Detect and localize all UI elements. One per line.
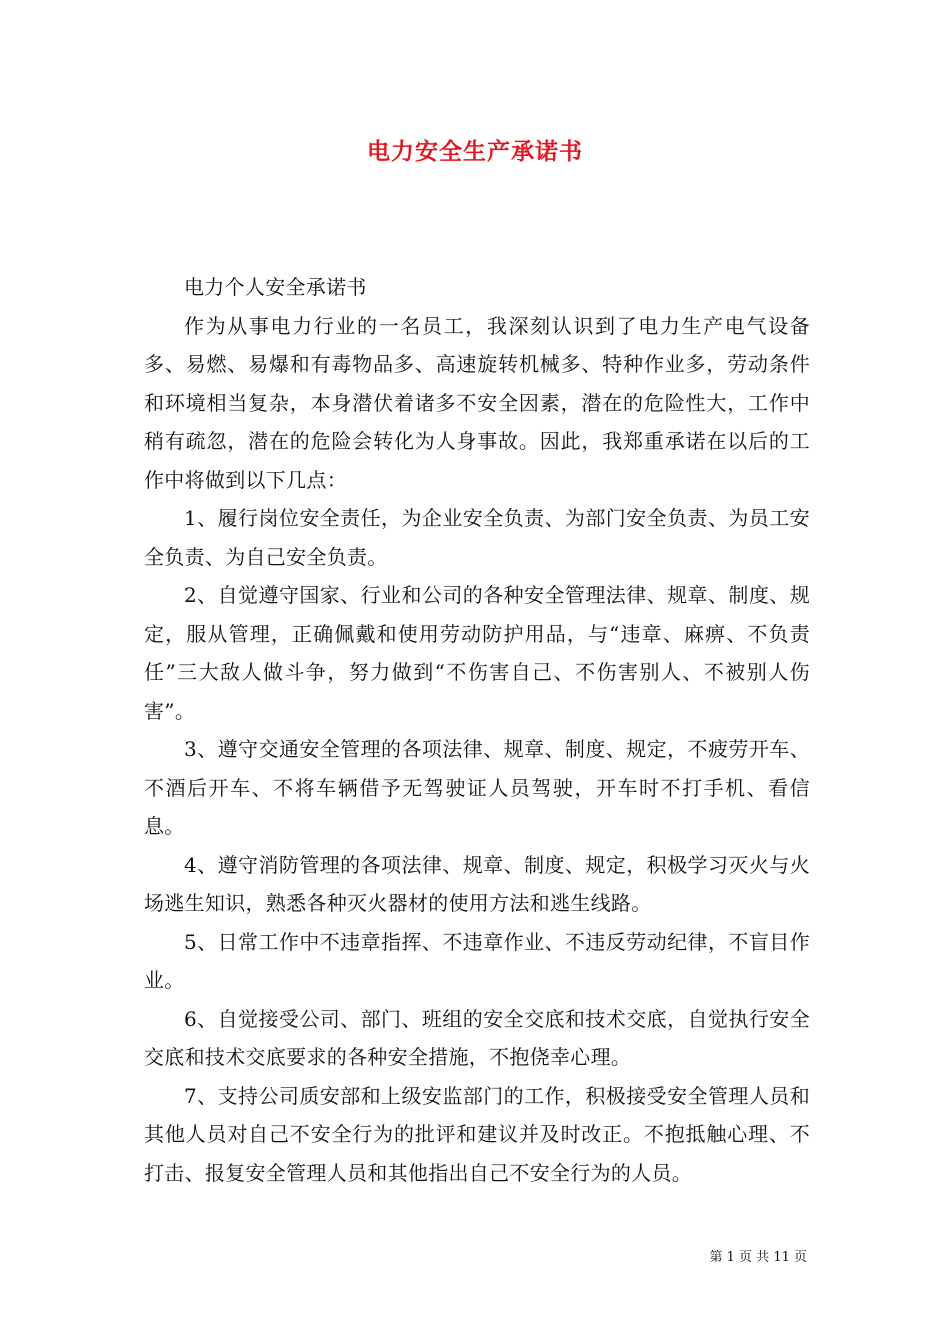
document-title: 电力安全生产承诺书: [367, 138, 583, 165]
paragraph-item-3: 3、遵守交通安全管理的各项法律、规章、制度、规定，不疲劳开车、不酒后开车、不将车辆借予无驾驶证人员驾驶，开车时不打手机、看信息。: [144, 737, 810, 838]
page-number: 第 1 页 共 11 页: [709, 1250, 807, 1265]
subtitle: 电力个人安全承诺书: [184, 275, 367, 299]
paragraph-item-4: 4、遵守消防管理的各项法律、规章、制度、规定，积极学习灭火与火场逃生知识，熟悉各种灭火器材的使用方法和逃生线路。: [144, 852, 810, 915]
document-body: [144, 268, 810, 1192]
paragraph-item-5: 5、日常工作中不违章指挥、不违章作业、不违反劳动纪律，不盲目作业。: [144, 929, 810, 992]
paragraph-item-2: 2、自觉遵守国家、行业和公司的各种安全管理法律、规章、制度、规定，服从管理，正确佩戴和使用劳动防护用品，与“违章、麻痹、不负责任”三大敌人做斗争，努力做到“不伤害自己、不伤害别人、不被别人伤害”。: [144, 583, 810, 723]
paragraph-item-1: 1、履行岗位安全责任，为企业安全负责、为部门安全负责、为员工安全负责、为自己安全负责。: [144, 506, 810, 569]
paragraph-item-7: 7、支持公司质安部和上级安监部门的工作，积极接受安全管理人员和其他人员对自己不安全行为的批评和建议并及时改正。不抱抵触心理、不打击、报复安全管理人员和其他指出自己不安全行为的人员。: [144, 1083, 810, 1185]
paragraph-intro: 作为从事电力行业的一名员工，我深刻认识到了电力生产电气设备多、易燃、易爆和有毒物品多、高速旋转机械多、特种作业多，劳动条件和环境相当复杂，本身潜伏着诸多不安全因素，潜在的危险性大，工作中稍有疏忽，潜在的危险会转化为人身事故。因此，我郑重承诺在以后的工作中将做到以下几点：: [144, 313, 810, 492]
paragraph-item-6: 6、自觉接受公司、部门、班组的安全交底和技术交底，自觉执行安全交底和技术交底要求的各种安全措施，不抱侥幸心理。: [144, 1006, 810, 1069]
